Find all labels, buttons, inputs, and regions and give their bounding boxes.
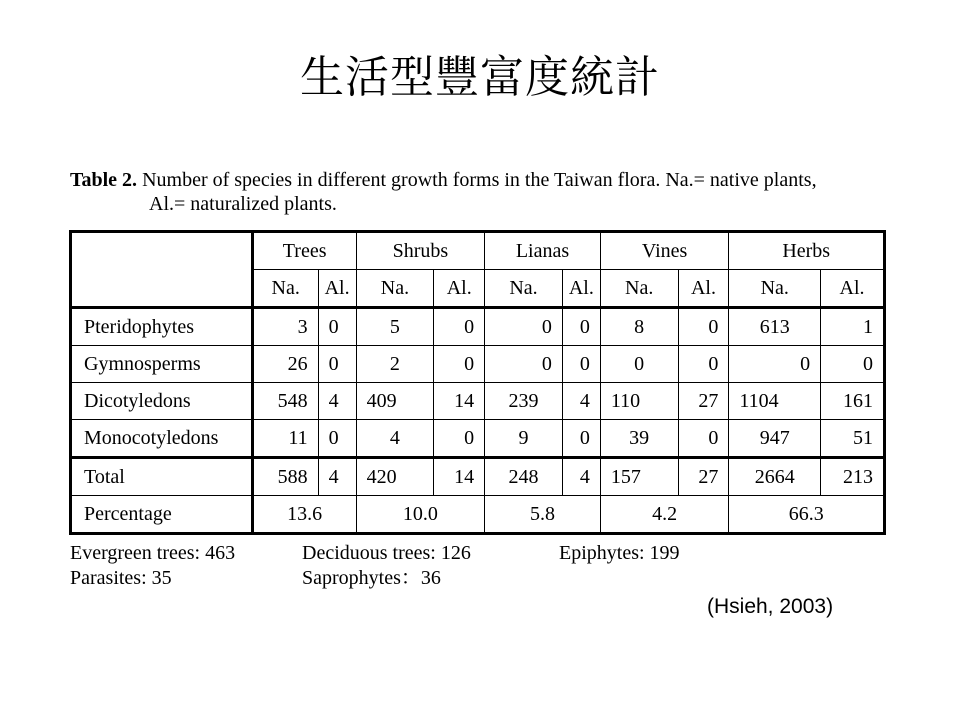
table-row-monocotyledons	[71, 420, 885, 458]
data-cell: 0	[821, 346, 885, 383]
data-cell: 14	[434, 458, 485, 496]
data-cell: 4	[356, 420, 434, 458]
data-cell: 1104	[729, 383, 821, 420]
data-cell: 4	[318, 458, 356, 496]
subheader-cell: Na.	[252, 270, 318, 308]
row-label: Total	[71, 458, 253, 496]
group-header-herbs: Herbs	[729, 232, 885, 270]
data-cell: 409	[356, 383, 434, 420]
table-row-pteridophytes	[71, 308, 885, 346]
citation: (Hsieh, 2003)	[707, 595, 834, 618]
header-corner-cell	[71, 232, 253, 308]
data-cell: 0	[485, 346, 563, 383]
data-cell: 11	[252, 420, 318, 458]
caption-text-line1: Number of species in different growth forms in the Taiwan flora. Na.= native plants,	[137, 169, 817, 191]
data-cell: 213	[821, 458, 885, 496]
group-header-trees: Trees	[252, 232, 356, 270]
data-cell: 1	[821, 308, 885, 346]
data-cell: 0	[729, 346, 821, 383]
data-cell: 0	[434, 308, 485, 346]
table-row-total	[71, 458, 885, 496]
percentage-cell: 13.6	[252, 496, 356, 534]
data-cell: 0	[562, 420, 600, 458]
subheader-cell: Al.	[562, 270, 600, 308]
group-header-lianas: Lianas	[485, 232, 601, 270]
data-cell: 27	[678, 383, 729, 420]
data-cell: 239	[485, 383, 563, 420]
data-cell: 51	[821, 420, 885, 458]
data-cell: 947	[729, 420, 821, 458]
slide-title: 生活型豐富度統計	[300, 52, 660, 103]
data-cell: 39	[600, 420, 678, 458]
data-cell: 2664	[729, 458, 821, 496]
data-cell: 4	[562, 458, 600, 496]
data-cell: 14	[434, 383, 485, 420]
subheader-cell: Al.	[318, 270, 356, 308]
data-cell: 9	[485, 420, 563, 458]
group-header-shrubs: Shrubs	[356, 232, 485, 270]
subheader-cell: Al.	[821, 270, 885, 308]
subheader-cell: Na.	[356, 270, 434, 308]
table-caption	[70, 168, 900, 216]
data-cell: 4	[318, 383, 356, 420]
data-cell: 3	[252, 308, 318, 346]
subheader-cell: Na.	[729, 270, 821, 308]
data-cell: 161	[821, 383, 885, 420]
data-cell: 4	[562, 383, 600, 420]
subheader-cell: Al.	[678, 270, 729, 308]
table-row-gymnosperms	[71, 346, 885, 383]
data-cell: 588	[252, 458, 318, 496]
row-label: Dicotyledons	[71, 383, 253, 420]
row-label: Gymnosperms	[71, 346, 253, 383]
group-header-row	[71, 232, 885, 270]
note-epiphytes: Epiphytes: 199	[559, 542, 680, 564]
data-cell: 0	[434, 346, 485, 383]
data-cell: 0	[485, 308, 563, 346]
data-cell: 8	[600, 308, 678, 346]
note-parasites: Parasites: 35	[70, 567, 172, 589]
data-cell: 0	[562, 346, 600, 383]
percentage-cell: 5.8	[485, 496, 601, 534]
data-cell: 0	[434, 420, 485, 458]
data-cell: 0	[678, 420, 729, 458]
data-cell: 0	[562, 308, 600, 346]
data-cell: 157	[600, 458, 678, 496]
note-saprophytes: Saprophytes：36	[302, 567, 441, 589]
data-cell: 248	[485, 458, 563, 496]
subheader-cell: Na.	[485, 270, 563, 308]
data-cell: 0	[318, 346, 356, 383]
subheader-cell: Al.	[434, 270, 485, 308]
note-deciduous-trees: Deciduous trees: 126	[302, 542, 471, 564]
data-cell: 27	[678, 458, 729, 496]
caption-text-line2: Al.= naturalized plants.	[149, 193, 337, 215]
caption-label: Table 2.	[70, 169, 138, 191]
note-evergreen-trees: Evergreen trees: 463	[70, 542, 236, 564]
row-label: Percentage	[71, 496, 253, 534]
data-cell: 0	[318, 308, 356, 346]
subheader-cell: Na.	[600, 270, 678, 308]
data-cell: 0	[678, 308, 729, 346]
data-cell: 548	[252, 383, 318, 420]
growth-forms-table	[69, 230, 886, 535]
percentage-cell: 10.0	[356, 496, 485, 534]
data-cell: 613	[729, 308, 821, 346]
data-cell: 0	[600, 346, 678, 383]
percentage-cell: 66.3	[729, 496, 885, 534]
data-cell: 5	[356, 308, 434, 346]
data-cell: 0	[678, 346, 729, 383]
percentage-cell: 4.2	[600, 496, 729, 534]
row-label: Pteridophytes	[71, 308, 253, 346]
data-cell: 420	[356, 458, 434, 496]
group-header-vines: Vines	[600, 232, 729, 270]
row-label: Monocotyledons	[71, 420, 253, 458]
data-cell: 0	[318, 420, 356, 458]
data-cell: 26	[252, 346, 318, 383]
table-row-percentage	[71, 496, 885, 534]
table-row-dicotyledons	[71, 383, 885, 420]
data-cell: 2	[356, 346, 434, 383]
data-cell: 110	[600, 383, 678, 420]
